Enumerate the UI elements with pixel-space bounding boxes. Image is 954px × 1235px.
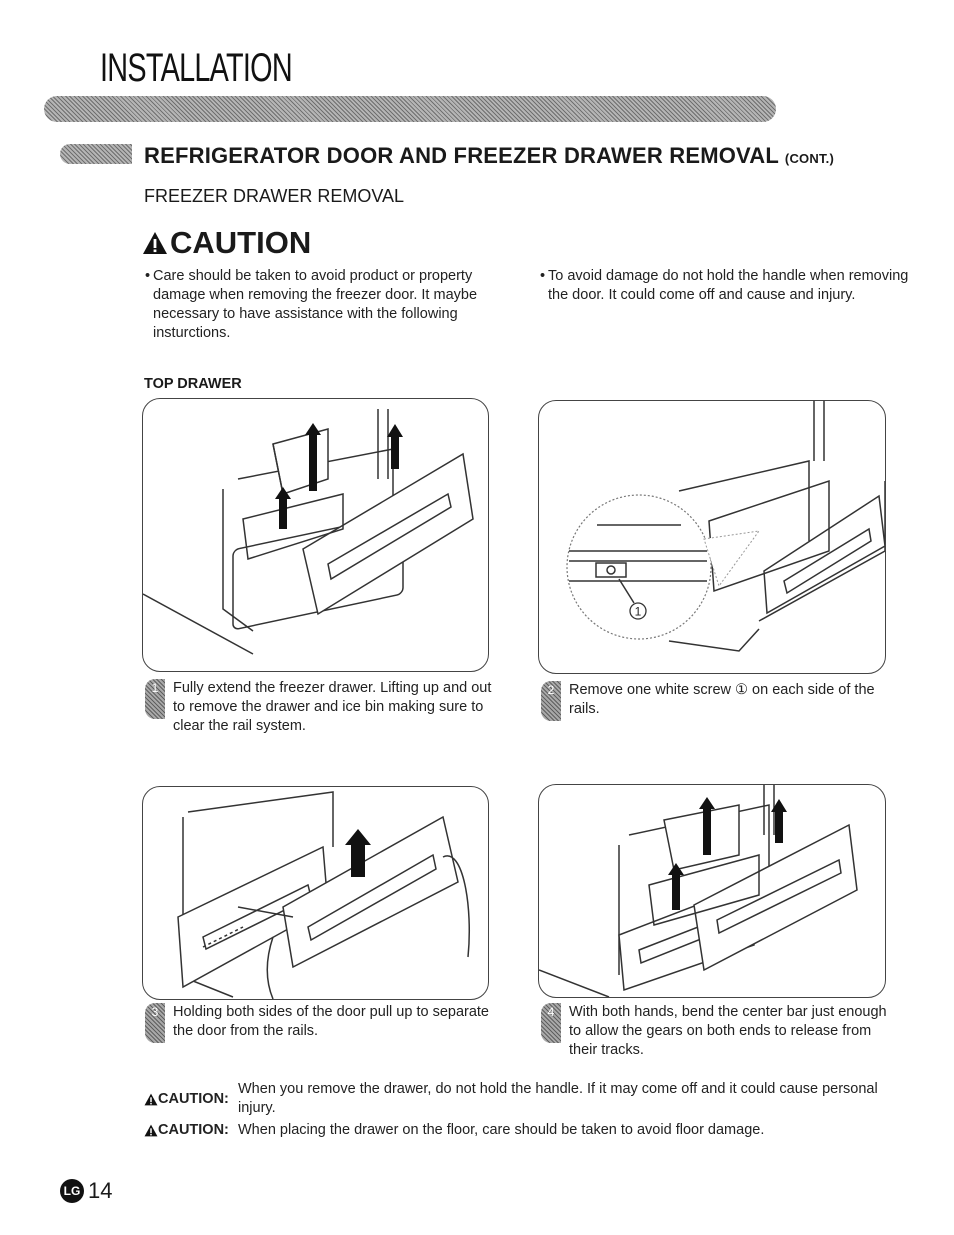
caution-heading xyxy=(142,225,311,261)
page-heading xyxy=(144,143,834,169)
step-1-illustration xyxy=(142,398,489,672)
center-bar-illustration xyxy=(539,785,885,997)
caution-note-1 xyxy=(144,1080,884,1118)
step-3-illustration xyxy=(142,786,489,1000)
step-3-text: Holding both sides of the door pull up to separate the door from the rails. xyxy=(173,1004,489,1039)
warning-icon xyxy=(142,231,168,255)
title-bar xyxy=(44,96,776,122)
caution-note-2-text: When placing the drawer on the floor, care should be taken to avoid floor damage. xyxy=(238,1122,765,1138)
page-footer xyxy=(60,1178,112,1204)
caution-bullet-1: • Care should be taken to avoid product or property damage when removing the freezer door. It maybe necessary to have assistance with the following insturctions. xyxy=(145,268,478,341)
drawer-lift-illustration xyxy=(143,399,488,671)
screw-removal-illustration xyxy=(539,401,885,673)
step-4-text: With both hands, bend the center bar just enough to allow the gears on both ends to release from their tracks. xyxy=(569,1004,887,1058)
page-number: 14 xyxy=(88,1178,113,1203)
section-title: INSTALLATION xyxy=(100,46,292,90)
caution-note-2 xyxy=(144,1121,884,1140)
caution-title: CAUTION xyxy=(170,225,312,260)
caution-note-1-text: When you remove the drawer, do not hold the handle. If it may come off and it could cause personal injury. xyxy=(238,1081,878,1116)
step-1-badge: 1 xyxy=(145,679,165,719)
step-4-badge: 4 xyxy=(541,1003,561,1043)
caution-bullet-2: • To avoid damage do not hold the handle when removing the door. It could come off and cause and injury. xyxy=(540,268,909,303)
warning-icon xyxy=(144,1124,158,1137)
step-2-text: Remove one white screw ① on each side of the rails. xyxy=(569,682,875,717)
step-4-illustration xyxy=(538,784,886,998)
warning-icon xyxy=(144,1093,158,1106)
lg-logo-icon: LG xyxy=(60,1179,84,1203)
step-1-text: Fully extend the freezer drawer. Lifting up and out to remove the drawer and ice bin making sure to clear the rail system. xyxy=(173,680,492,734)
step-3-badge: 3 xyxy=(145,1003,165,1043)
caution-note-1-label: CAUTION: xyxy=(158,1090,229,1107)
heading-suffix: (CONT.) xyxy=(784,151,834,166)
step-2-badge: 2 xyxy=(541,681,561,721)
caution-note-2-label: CAUTION: xyxy=(158,1122,229,1138)
heading-tab xyxy=(60,144,132,164)
heading-main: REFRIGERATOR DOOR AND FREEZER DRAWER REMOVAL xyxy=(144,143,779,168)
sub-heading: FREEZER DRAWER REMOVAL xyxy=(144,186,405,206)
door-separation-illustration xyxy=(143,787,488,999)
screw-callout: 1 xyxy=(634,604,642,619)
top-drawer-label: TOP DRAWER xyxy=(144,376,242,392)
step-2-illustration xyxy=(538,400,886,674)
